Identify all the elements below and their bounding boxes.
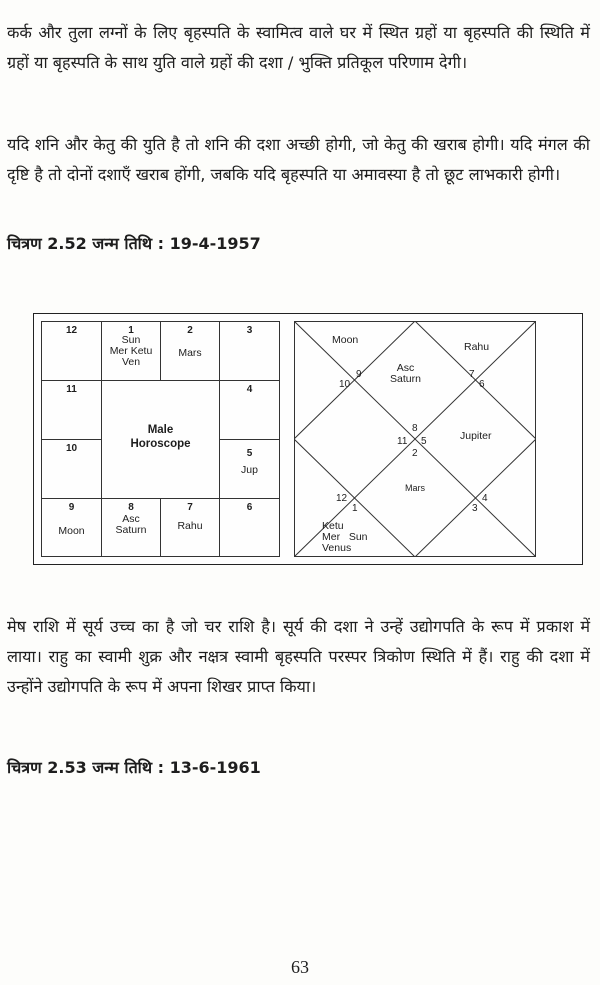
house-number: 11 xyxy=(66,384,77,395)
house-number-10: 10 xyxy=(339,379,351,390)
house-planets: Sun Mer Ketu Ven xyxy=(109,334,153,368)
house-number-6: 6 xyxy=(479,379,485,390)
south-cell-2 xyxy=(160,321,220,381)
house-number: 7 xyxy=(187,502,193,513)
house-number: 6 xyxy=(246,502,253,513)
house-number-4: 4 xyxy=(482,493,488,504)
house-planets: Moon xyxy=(58,525,85,537)
house-number: 3 xyxy=(246,325,253,336)
paragraph-2: यदि शनि और केतु की युति है तो शनि की दशा अच्छी होगी, जो केतु की खराब होगी। यदि मंगल की दृष्टि है तो दोनों दशाएँ खराब होंगी, जबकि यदि बृहस्पति या अमावस्या है तो छूट लाभकारी होगी। xyxy=(7,135,590,185)
south-chart-center xyxy=(101,380,220,499)
house-number-8: 8 xyxy=(412,423,418,434)
horoscope-figure xyxy=(33,313,583,565)
house-number-2: 2 xyxy=(412,448,418,459)
house-planets: Jup xyxy=(241,464,258,476)
paragraph-1: कर्क और तुला लग्नों के लिए बृहस्पति के स्वामित्व वाले घर में स्थित ग्रहों या बृहस्पति की स्थिति में ग्रहों या बृहस्पति के साथ युति वाले ग्रहों की दशा / भुक्ति प्रतिकूल परिणाम देगी। xyxy=(7,23,590,73)
house-number: 5 xyxy=(246,448,253,459)
south-cell-4 xyxy=(219,380,280,440)
paragraph-3: मेष राशि में सूर्य उच्च का है जो चर राशि है। सूर्य की दशा ने उन्हें उद्योगपति के रूप में प्रकाश में लाया। राहु का स्वामी शुक्र और नक्षत्र स्वामी बृहस्पति परस्पर त्रिकोण स्थिति में हैं। राहु की दशा में उन्होंने उद्योगपति के रूप में अपना शिखर प्राप्त किया। xyxy=(7,617,590,697)
south-cell-12 xyxy=(41,321,102,381)
house-number-5: 5 xyxy=(421,436,427,447)
south-cell-8 xyxy=(101,498,161,557)
house-number: 1 xyxy=(128,325,134,336)
house-number: 2 xyxy=(187,325,193,336)
house-planets: Rahu xyxy=(177,520,203,532)
house-number: 8 xyxy=(128,502,134,513)
planet-jupiter: Jupiter xyxy=(460,430,492,442)
house-number-11: 11 xyxy=(397,436,408,447)
house-number: 10 xyxy=(65,443,78,454)
house-number: 9 xyxy=(68,502,75,513)
planet-mars: Mars xyxy=(405,483,425,493)
south-cell-7 xyxy=(160,498,220,557)
south-cell-11 xyxy=(41,380,102,440)
house-number: 4 xyxy=(246,384,253,395)
house-number-12: 12 xyxy=(336,493,348,504)
south-cell-1 xyxy=(101,321,161,381)
planet-moon: Moon xyxy=(332,334,359,346)
south-cell-5 xyxy=(219,439,280,499)
house-number-1: 1 xyxy=(352,503,358,514)
planet-ketu-mer-venus-sun: Ketu Mer Sun Venus xyxy=(322,520,368,554)
house-number-3: 3 xyxy=(472,503,478,514)
south-cell-3 xyxy=(219,321,280,381)
south-indian-chart xyxy=(41,321,281,557)
page-number: 63 xyxy=(291,957,309,977)
figure-caption-2-52: चित्रण 2.52 जन्म तिथि : 19-4-1957 xyxy=(7,234,261,253)
chart-title: Male Horoscope xyxy=(130,424,191,450)
house-planets: Mars xyxy=(178,347,202,359)
house-number: 12 xyxy=(65,325,78,336)
south-cell-10 xyxy=(41,439,102,499)
figure-caption-2-53: चित्रण 2.53 जन्म तिथि : 13-6-1961 xyxy=(7,758,261,777)
house-number-7: 7 xyxy=(469,369,475,380)
south-cell-9 xyxy=(41,498,102,557)
planet-asc-saturn: Asc Saturn xyxy=(390,362,421,385)
south-cell-6 xyxy=(219,498,280,557)
house-planets: Asc Saturn xyxy=(115,513,147,536)
house-number-9: 9 xyxy=(356,369,362,380)
planet-rahu: Rahu xyxy=(464,341,490,353)
north-indian-chart xyxy=(294,321,536,557)
